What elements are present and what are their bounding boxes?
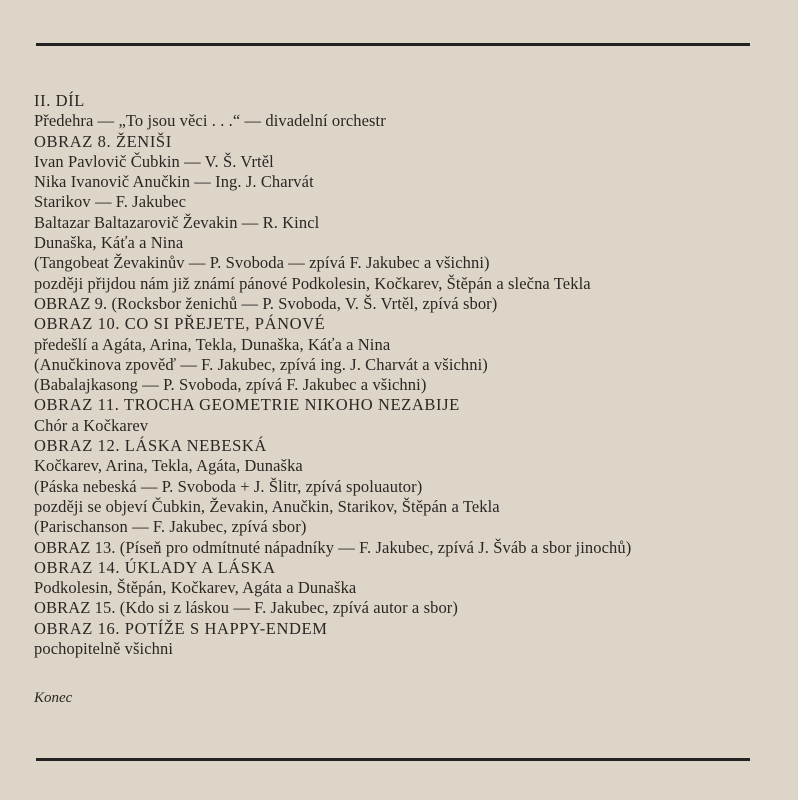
text-line: Chór a Kočkarev bbox=[34, 415, 149, 435]
text-line: (Parischanson — F. Jakubec, zpívá sbor) bbox=[34, 517, 307, 537]
text-line: později přijdou nám již známí pánové Podkolesin, Kočkarev, Štěpán a slečna Tekla bbox=[34, 273, 591, 293]
text-line: Předehra — „To jsou věci . . .“ — divadelní orchestr bbox=[34, 111, 386, 131]
section-heading: OBRAZ 11. TROCHA GEOMETRIE NIKOHO NEZABIJE bbox=[34, 395, 460, 415]
text-line: (Babalajkasong — P. Svoboda, zpívá F. Jakubec a všichni) bbox=[34, 375, 427, 395]
ending-text: Konec bbox=[34, 690, 73, 706]
section-heading: OBRAZ 12. LÁSKA NEBESKÁ bbox=[34, 436, 267, 456]
text-line: Kočkarev, Arina, Tekla, Agáta, Dunaška bbox=[34, 456, 303, 476]
section-heading: OBRAZ 8. ŽENIŠI bbox=[34, 131, 172, 151]
text-line: pochopitelně všichni bbox=[34, 639, 174, 659]
text-line: OBRAZ 13. (Píseň pro odmítnuté nápadníky — F. Jakubec, zpívá J. Šváb a sbor jinochů) bbox=[34, 537, 632, 557]
section-heading: OBRAZ 16. POTÍŽE S HAPPY-ENDEM bbox=[34, 618, 328, 638]
text-line: Nika Ivanovič Anučkin — Ing. J. Charvát bbox=[34, 172, 314, 192]
text-line: Starikov — F. Jakubec bbox=[34, 192, 187, 212]
program-text bbox=[34, 91, 784, 659]
text-line: OBRAZ 15. (Kdo si z láskou — F. Jakubec, zpívá autor a sbor) bbox=[34, 598, 458, 618]
text-line: (Páska nebeská — P. Svoboda + J. Šlitr, zpívá spoluautor) bbox=[34, 476, 423, 496]
section-heading: OBRAZ 10. CO SI PŘEJETE, PÁNOVÉ bbox=[34, 314, 326, 334]
top-rule bbox=[36, 43, 750, 46]
text-line: (Tangobeat Ževakinův — P. Svoboda — zpívá F. Jakubec a všichni) bbox=[34, 253, 490, 273]
text-line: Baltazar Baltazarovič Ževakin — R. Kincl bbox=[34, 212, 320, 232]
section-heading: OBRAZ 14. ÚKLADY A LÁSKA bbox=[34, 557, 276, 577]
text-line: Ivan Pavlovič Čubkin — V. Š. Vrtěl bbox=[34, 151, 274, 171]
section-heading: II. DÍL bbox=[34, 91, 85, 110]
text-line: Podkolesin, Štěpán, Kočkarev, Agáta a Dunaška bbox=[34, 578, 357, 598]
bottom-rule bbox=[36, 758, 750, 761]
text-line: (Anučkinova zpověď — F. Jakubec, zpívá ing. J. Charvát a všichni) bbox=[34, 354, 488, 374]
text-line: později se objeví Čubkin, Ževakin, Anučkin, Starikov, Štěpán a Tekla bbox=[34, 496, 500, 516]
text-line: Dunaška, Káťa a Nina bbox=[34, 233, 184, 253]
text-line: OBRAZ 9. (Rocksbor ženichů — P. Svoboda, V. Š. Vrtěl, zpívá sbor) bbox=[34, 293, 498, 313]
text-line: předešlí a Agáta, Arina, Tekla, Dunaška, Káťa a Nina bbox=[34, 334, 391, 354]
